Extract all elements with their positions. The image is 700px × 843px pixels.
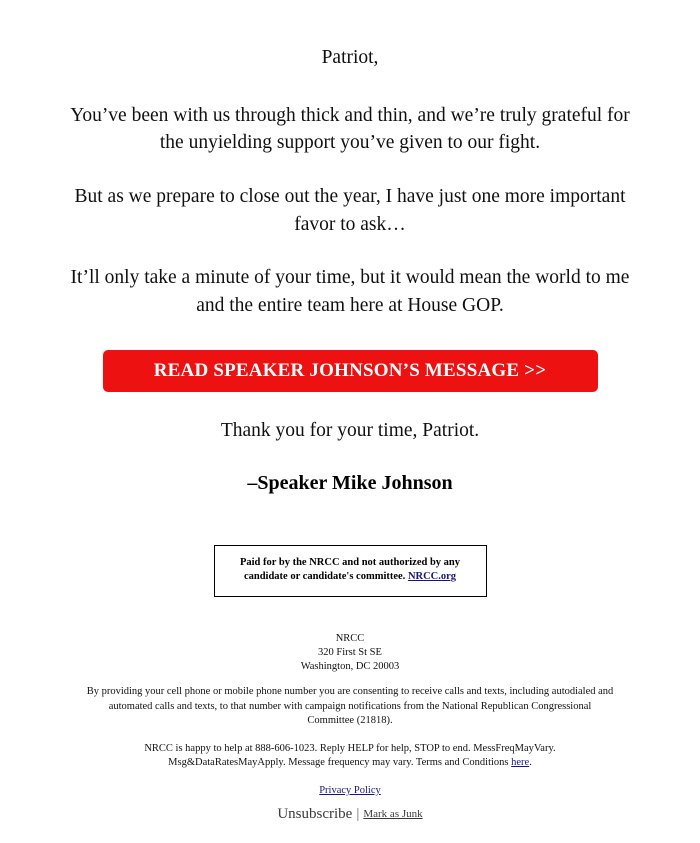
letter-copy — [60, 44, 640, 320]
link-separator: | — [356, 805, 360, 822]
help-text-body: NRCC is happy to help at 888-606-1023. Reply HELP for help, STOP to end. MessFreqMayVary. Msg&DataRatesMayApply. Message frequency may vary. Terms and Conditions — [144, 742, 556, 769]
terms-and-conditions-here-link[interactable]: here — [511, 757, 530, 769]
paragraph-1: You’ve been with us through thick and thin, and we’re truly grateful for the unyielding support you’ve given to our fight. — [70, 104, 630, 154]
thank-you-text: Thank you for your time, Patriot. — [220, 419, 480, 441]
disclaimer-line-2: candidate or candidate's committee. — [243, 571, 406, 583]
address-city-state-zip: Washington, DC 20003 — [300, 660, 400, 672]
email-footer — [0, 632, 700, 822]
nrcc-org-link[interactable]: NRCC.org — [407, 571, 457, 583]
cta-container — [0, 350, 700, 392]
salutation: Patriot, — [321, 47, 379, 68]
disclaimer-container — [0, 545, 700, 597]
disclaimer-line-1: Paid for by the NRCC and not authorized by any — [239, 556, 461, 568]
privacy-policy-row — [0, 785, 700, 796]
paragraph-2: But as we prepare to close out the year, I have just one more important favor to ask… — [74, 186, 626, 235]
sms-consent-text: By providing your cell phone or mobile phone number you are consenting to receive calls and texts, including autodialed and automated calls and texts, to that number with campaign notifications from the National Republican Congressional Committee (21818). — [86, 686, 614, 727]
paid-for-by-disclaimer — [214, 545, 487, 597]
help-text-suffix: . — [529, 757, 532, 769]
mark-as-junk-link[interactable]: Mark as Junk — [363, 807, 423, 820]
privacy-policy-link[interactable]: Privacy Policy — [319, 784, 381, 796]
signoff — [60, 420, 640, 495]
address-org: NRCC — [335, 632, 365, 644]
sms-help-text — [110, 742, 590, 771]
signature-line: –Speaker Mike Johnson — [247, 471, 453, 494]
address-street: 320 First St SE — [318, 646, 382, 658]
unsubscribe-row — [0, 807, 700, 822]
read-speaker-message-button[interactable]: READ SPEAKER JOHNSON’S MESSAGE >> — [103, 350, 598, 392]
postal-address — [0, 632, 700, 674]
unsubscribe-link[interactable]: Unsubscribe — [277, 805, 353, 822]
paragraph-3: It’ll only take a minute of your time, but it would mean the world to me and the entire team here at House GOP. — [70, 267, 630, 317]
